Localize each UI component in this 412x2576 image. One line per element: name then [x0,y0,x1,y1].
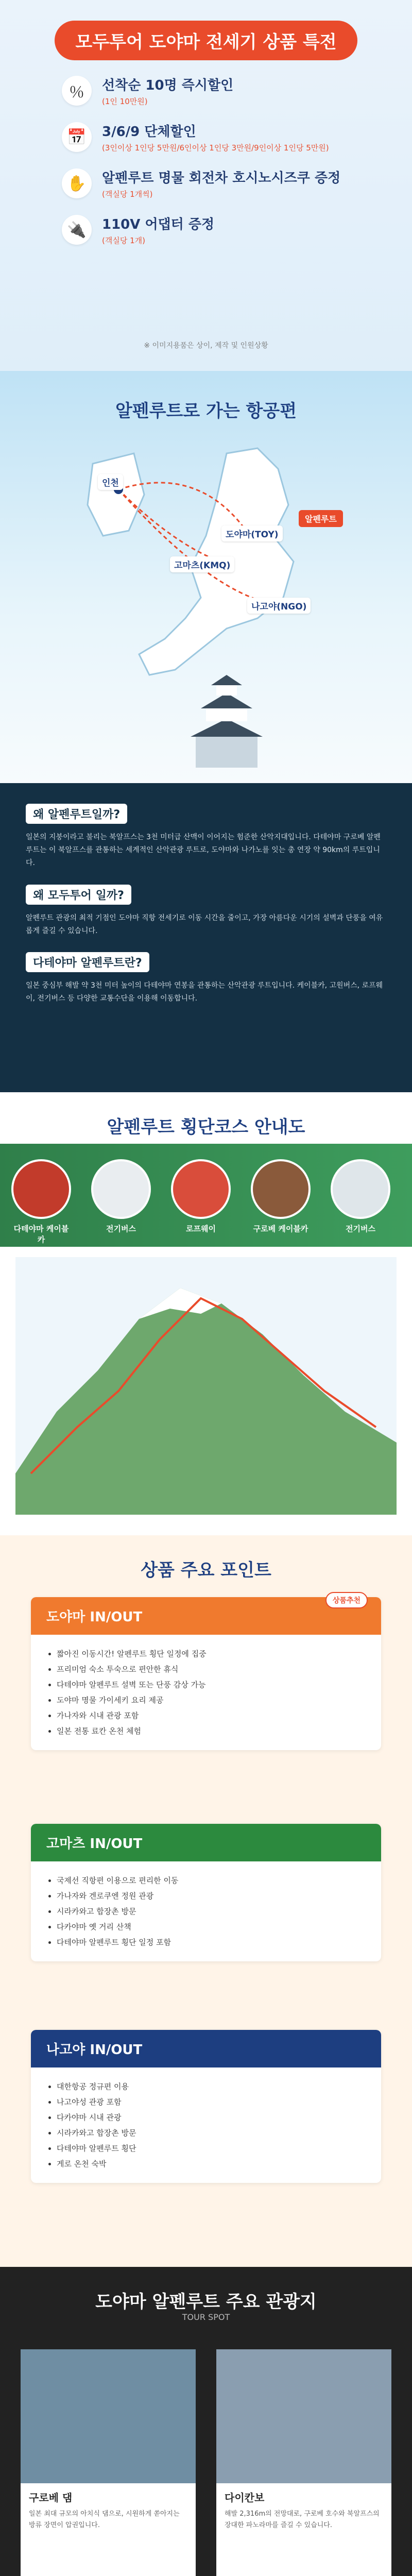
cable-car-icon [251,1159,311,1219]
card-heading: 나고야 IN/OUT [31,2030,381,2067]
recommend-badge: 상품추천 [325,1592,368,1608]
course-profile-diagram [15,1257,397,1515]
point-card-nagoya [31,2030,381,2183]
city-nagoya: 나고야(NGO) [247,598,311,614]
perk-title: 110V 어댑터 증정 [102,217,215,232]
vehicle-item: 로프웨이 [170,1159,232,1234]
why-alpine-heading: 왜 알펜루트일까? [26,804,386,824]
section-title: 알펜루트 횡단코스 안내도 [107,1117,305,1138]
card-list: • 짧아진 이동시간! 알펜루트 횡단 일정에 집중 • 프리미엄 숙소 투숙으로 편안한 휴식 • 다테야마 알펜루트 설벽 또는 단풍 감상 가능 • 도야마 명물 가이세키 요리 제공 • 가나자와 시내 관광 포함 • 일본 전통 료칸 온천 체험 [31,1635,381,1750]
bus-icon [331,1159,390,1219]
sights-section [0,2267,412,2576]
section-title: 상품 주요 포인트 [141,1560,271,1581]
section-title: 알펜루트로 가는 항공편 [115,401,297,421]
perk-desc: (1인 10만원) [102,97,148,106]
sight-card: 다이칸보 해발 2,316m의 전망대로, 구로베 호수와 북알프스의 장대한 파노라마를 즐길 수 있습니다. [216,2349,391,2576]
city-komatsu: 고마츠(KMQ) [170,556,234,572]
bus-icon [91,1159,151,1219]
point-card-toyama [31,1597,381,1750]
point-card-komatsu [31,1824,381,1961]
alpine-route-pin: 알펜루트 [299,510,343,527]
hand-icon: ✋ [62,168,92,198]
points-section [0,1535,412,2267]
info-section [0,783,412,1092]
vehicle-item: 전기버스 [90,1159,152,1234]
perk-title: 선착순 10명 즉시할인 [102,78,234,93]
section-title: 도야마 알펜루트 주요 관광지 [95,2292,317,2312]
plug-icon: 🔌 [62,215,92,245]
perk-title: 알펜루트 명물 회전차 호시노시즈쿠 증정 [102,171,341,186]
course-section [0,1092,412,1535]
perk-desc: (객실당 1개) [102,236,145,245]
card-list: • 국제선 직항편 이용으로 편리한 이동 • 가나자와 겐로쿠엔 정원 관광 • 시라카와고 합장촌 방문 • 다카야마 옛 거리 산책 • 다테야마 알펜루트 횡단 일정 포함 [31,1861,381,1961]
card-list: • 대한항공 정규편 이용 • 나고야성 관광 포함 • 다카야마 시내 관광 • 시라카와고 합장촌 방문 • 다테야마 알펜루트 횡단 • 게로 온천 숙박 [31,2067,381,2183]
perk-desc: (객실당 1개씩) [102,190,153,199]
perk-desc: (3인이상 1인당 5만원/6인이상 1인당 3만원/9인이상 1인당 5만원) [102,143,329,152]
card-heading: 도야마 IN/OUT [31,1597,381,1635]
perk-item [62,214,412,246]
city-toyama: 도야마(TOY) [221,526,283,541]
castle-illustration [175,670,278,773]
perk-item [62,121,412,153]
what-alpine-heading: 다테야마 알펜루트란? [26,952,386,972]
card-heading: 고마츠 IN/OUT [31,1824,381,1861]
sight-photo [21,2349,196,2483]
why-alpine-text: 일본의 지붕이라고 불리는 북알프스는 3천 미터급 산맥이 이어지는 험준한 산악지대입니다. 다테야마 구로베 알펜루트는 이 북알프스를 관통하는 세계적인 산악관광 루트로, 도야마와 나가노를 잇는 총 연장 약 90km의 루트입니다. [26,833,381,868]
why-modutour-heading: 왜 모두투어 일까? [26,885,386,905]
hero-note: ※ 이미지용품은 상이, 제작 및 인원상황 [144,342,268,350]
section-subtitle: TOUR SPOT [182,2312,230,2322]
sight-photo [216,2349,391,2483]
sight-card: 구로베 댐 일본 최대 규모의 아치식 댐으로, 시원하게 쏟아지는 방류 장면이 압권입니다. [21,2349,196,2576]
hero-banner [0,0,412,371]
vehicle-item: 다테야마 케이블카 [10,1159,72,1245]
vehicle-item: 전기버스 [330,1159,391,1234]
why-modutour-text: 알펜루트 관광의 최적 기점인 도야마 직항 전세기로 이동 시간을 줄이고, 가장 아름다운 시기의 설벽과 단풍을 여유롭게 즐길 수 있습니다. [26,913,383,935]
city-incheon: 인천 [98,474,123,490]
hero-title: 모두투어 도야마 전세기 상품 특전 [55,21,357,60]
percent-icon: ％ [62,76,92,106]
vehicle-item: 구로베 케이블카 [250,1159,312,1234]
perk-item [62,75,412,107]
perk-title: 3/6/9 단체할인 [102,124,196,140]
what-alpine-text: 일본 중심부 해발 약 3천 미터 높이의 다테야마 연봉을 관통하는 산악관광 루트입니다. 케이블카, 고원버스, 로프웨이, 전기버스 등 다양한 교통수단을 이용해 이동합니다. [26,981,383,1003]
cable-car-icon [11,1159,71,1219]
airport-section [0,371,412,783]
calendar-icon: 📅 [62,122,92,152]
perk-item [62,167,412,199]
ropeway-icon [171,1159,231,1219]
